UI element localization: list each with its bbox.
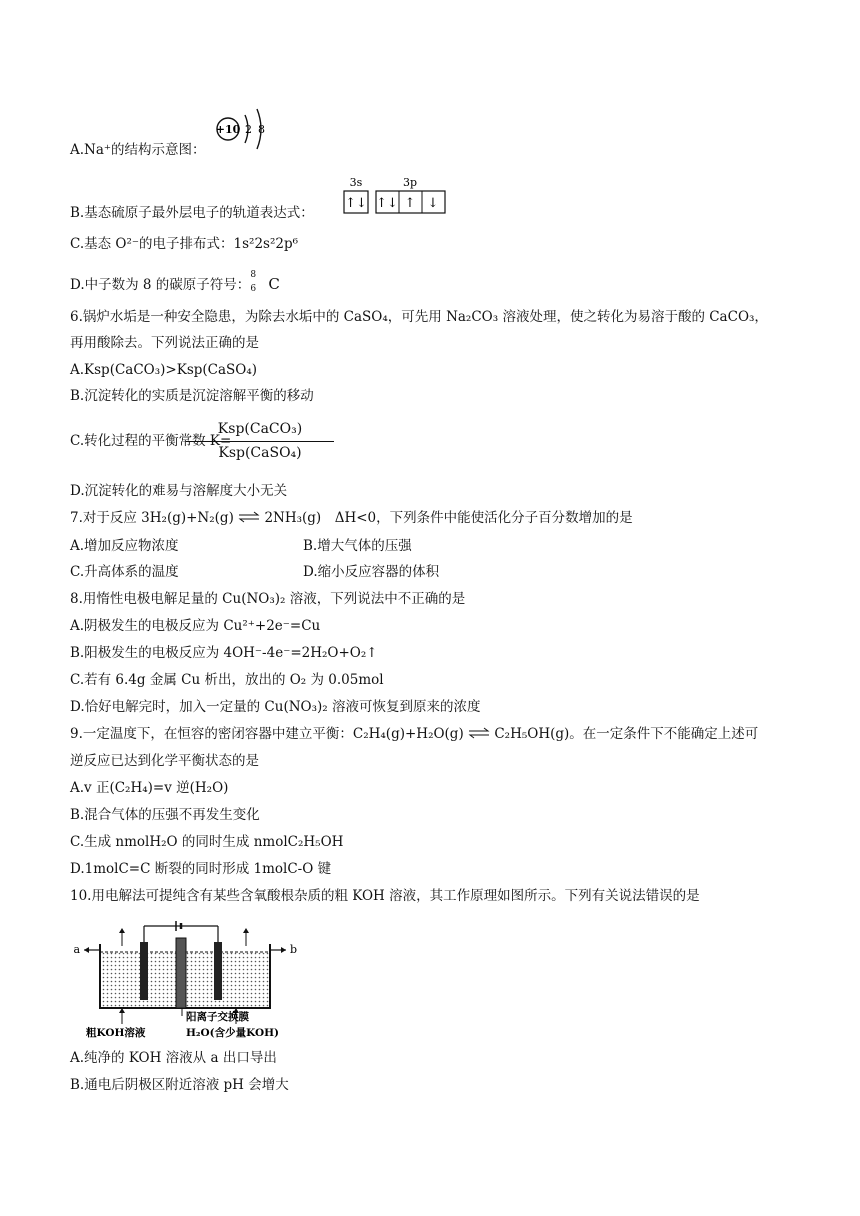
q5-option-b: B.基态硫原子最外层电子的轨道表达式： xyxy=(70,205,314,221)
mass-number: 8 xyxy=(250,270,257,280)
svg-text:↑↓: ↑↓ xyxy=(376,196,398,211)
q10-option-a: A.纯净的 KOH 溶液从 a 出口导出 xyxy=(70,1050,277,1066)
q8-option-c: C.若有 6.4g 金属 Cu 析出，放出的 O₂ 为 0.05mol xyxy=(70,672,384,688)
q9-stem-right: C₂H₅OH(g)。在一定条件下不能确定上述可 xyxy=(494,726,759,742)
q8-option-d: D.恰好电解完时，加入一定量的 Cu(NO₃)₂ 溶液可恢复到原来的浓度 xyxy=(70,699,481,715)
q8-option-b: B.阳极发生的电极反应为 4OH⁻-4e⁻=2H₂O+O₂↑ xyxy=(70,645,378,661)
svg-text:3p: 3p xyxy=(402,176,418,189)
q6-option-d: D.沉淀转化的难易与溶解度大小无关 xyxy=(70,483,288,499)
q9-option-c: C.生成 nmolH₂O 的同时生成 nmolC₂H₅OH xyxy=(70,834,344,850)
svg-text:8: 8 xyxy=(258,123,265,136)
q7-option-a: A.增加反应物浓度 xyxy=(70,538,179,554)
q7-option-d: D.缩小反应容器的体积 xyxy=(303,564,440,580)
svg-text:a: a xyxy=(73,943,80,956)
carbon-symbol: C xyxy=(268,275,280,293)
svg-text:2: 2 xyxy=(245,123,252,136)
svg-text:↑↓: ↑↓ xyxy=(345,196,367,211)
q9-stem-line1 xyxy=(70,725,758,743)
fraction-denominator: Ksp(CaSO₄) xyxy=(218,445,302,461)
q9-option-b: B.混合气体的压强不再发生变化 xyxy=(70,807,260,823)
q10-option-b: B.通电后阴极区附近溶液 pH 会增大 xyxy=(70,1077,289,1093)
q9-stem-line2: 逆反应已达到化学平衡状态的是 xyxy=(70,753,259,769)
svg-text:H₂O(含少量KOH): H₂O(含少量KOH) xyxy=(186,1027,280,1039)
q5-option-d xyxy=(70,271,280,294)
q6-option-a: A.Ksp(CaCO₃)>Ksp(CaSO₄) xyxy=(70,362,258,378)
q6-option-b: B.沉淀转化的实质是沉淀溶解平衡的移动 xyxy=(70,388,314,404)
q9-stem-left: 9.一定温度下，在恒容的密闭容器中建立平衡：C₂H₄(g)+H₂O(g) xyxy=(70,726,464,742)
svg-text:b: b xyxy=(290,943,298,956)
q7-stem-right: 2NH₃(g) ΔH<0，下列条件中能使活化分子百分数增加的是 xyxy=(264,510,633,526)
electrolysis-cell-diagram xyxy=(73,912,304,1040)
equilibrium-arrow-icon xyxy=(468,727,490,739)
fraction-numerator: Ksp(CaCO₃) xyxy=(217,421,303,437)
equilibrium-arrow-icon xyxy=(238,511,260,523)
q7-stem xyxy=(70,509,633,527)
atomic-number: 6 xyxy=(250,284,257,294)
q6-option-c: C.转化过程的平衡常数 K= xyxy=(70,433,232,449)
q6-stem-line2: 再用酸除去。下列说法正确的是 xyxy=(70,335,259,351)
svg-text:↑: ↑ xyxy=(404,196,416,211)
svg-text:↓: ↓ xyxy=(427,196,439,211)
q8-stem: 8.用惰性电极电解足量的 Cu(NO₃)₂ 溶液，下列说法中不正确的是 xyxy=(70,591,466,607)
q6-stem-line1: 6.锅炉水垢是一种安全隐患，为除去水垢中的 CaSO₄，可先用 Na₂CO₃ 溶液处理，使之转化为易溶于酸的 CaCO₃， xyxy=(70,309,768,325)
q5-option-d-text: D.中子数为 8 的碳原子符号： xyxy=(70,277,251,293)
sulfur-orbital-diagram xyxy=(340,174,450,216)
q8-option-a: A.阴极发生的电极反应为 Cu²⁺+2e⁻=Cu xyxy=(70,618,321,634)
svg-text:阳离子交换膜: 阳离子交换膜 xyxy=(186,1011,249,1023)
k-fraction xyxy=(186,419,334,463)
svg-text:3s: 3s xyxy=(349,176,363,189)
q9-option-d: D.1molC=C 断裂的同时形成 1molC-O 键 xyxy=(70,861,332,877)
q10-stem: 10.用电解法可提纯含有某些含氧酸根杂质的粗 KOH 溶液，其工作原理如图所示。下列有关说法错误的是 xyxy=(70,888,700,904)
q7-option-b: B.增大气体的压强 xyxy=(303,538,412,554)
svg-text:+10: +10 xyxy=(215,123,241,136)
q5-option-a: A.Na⁺的结构示意图： xyxy=(70,142,206,158)
na-ion-structure-diagram xyxy=(212,105,274,155)
q7-stem-left: 7.对于反应 3H₂(g)+N₂(g) xyxy=(70,510,234,526)
q7-option-c: C.升高体系的温度 xyxy=(70,564,179,580)
q5-option-c: C.基态 O²⁻的电子排布式：1s²2s²2p⁶ xyxy=(70,236,299,252)
q9-option-a: A.v 正(C₂H₄)=v 逆(H₂O) xyxy=(70,780,229,796)
svg-text:粗KOH溶液: 粗KOH溶液 xyxy=(86,1027,146,1039)
